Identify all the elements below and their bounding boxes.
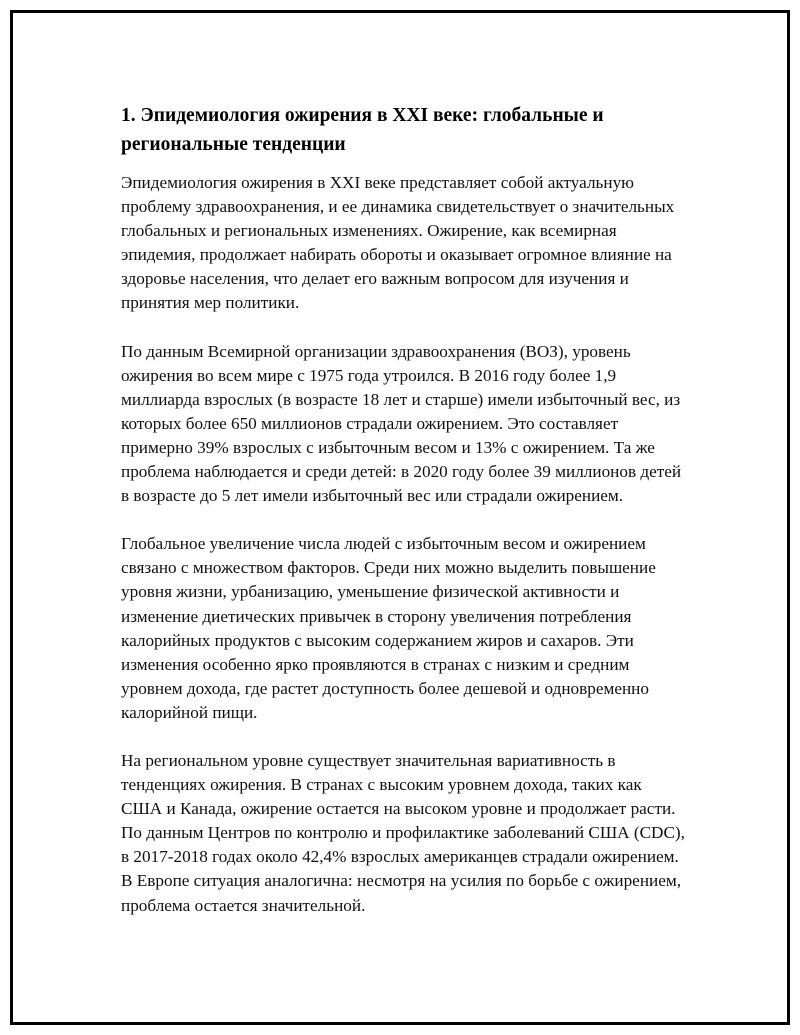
paragraph-introduction: Эпидемиология ожирения в XXI веке представляет собой актуальную проблему здравоохранения, и ее динамика свидетельствует о значительных глобальных и региональных изменениях. Ожирение, как всемирная эпидемия, продолжает набирать обороты и оказывает огромное влияние на здоровье населения, что делает его важным вопросом для изучения и принятия мер политики. (121, 173, 675, 313)
paragraph-regional-trends: На региональном уровне существует значительная вариативность в тенденциях ожирения. В странах с высоким уровнем дохода, таких как США и Канада, ожирение остается на высоком уровне и продолжает расти. По данным Центров по контролю и профилактике заболеваний США (CDC), в 2017-2018 годах около 42,4% взрослых американцев страдали ожирением. В Европе ситуация аналогична: несмотря на усилия по борьбе с ожирением, проблема остается значительной. (121, 750, 685, 915)
section-heading: 1. Эпидемиология ожирения в XXI веке: глобальные и региональные тенденции (121, 105, 604, 155)
paragraph-global-factors: Глобальное увеличение числа людей с избыточным весом и ожирением связано с множеством факторов. Среди них можно выделить повышение уровня жизни, урбанизацию, уменьшение физической активности и изменение диетических привычек в сторону увеличения потребления калорийных продуктов с высоким содержанием жиров и сахаров. Эти изменения особенно ярко проявляются в странах с низким и средним уровнем дохода, где растет доступность более дешевой и одновременно калорийной пищи. (121, 534, 656, 722)
paragraph-who-statistics: По данным Всемирной организации здравоохранения (ВОЗ), уровень ожирения во всем мире с 1975 года утроился. В 2016 году более 1,9 миллиарда взрослых (в возрасте 18 лет и старше) имели избыточный вес, из которых более 650 миллионов страдали ожирением. Это составляет примерно 39% взрослых с избыточным весом и 13% с ожирением. Та же проблема наблюдается и среди детей: в 2020 году более 39 миллионов детей в возрасте до 5 лет имели избыточный вес или страдали ожирением. (121, 341, 682, 506)
document-page (10, 10, 790, 1025)
document-content (121, 101, 686, 942)
